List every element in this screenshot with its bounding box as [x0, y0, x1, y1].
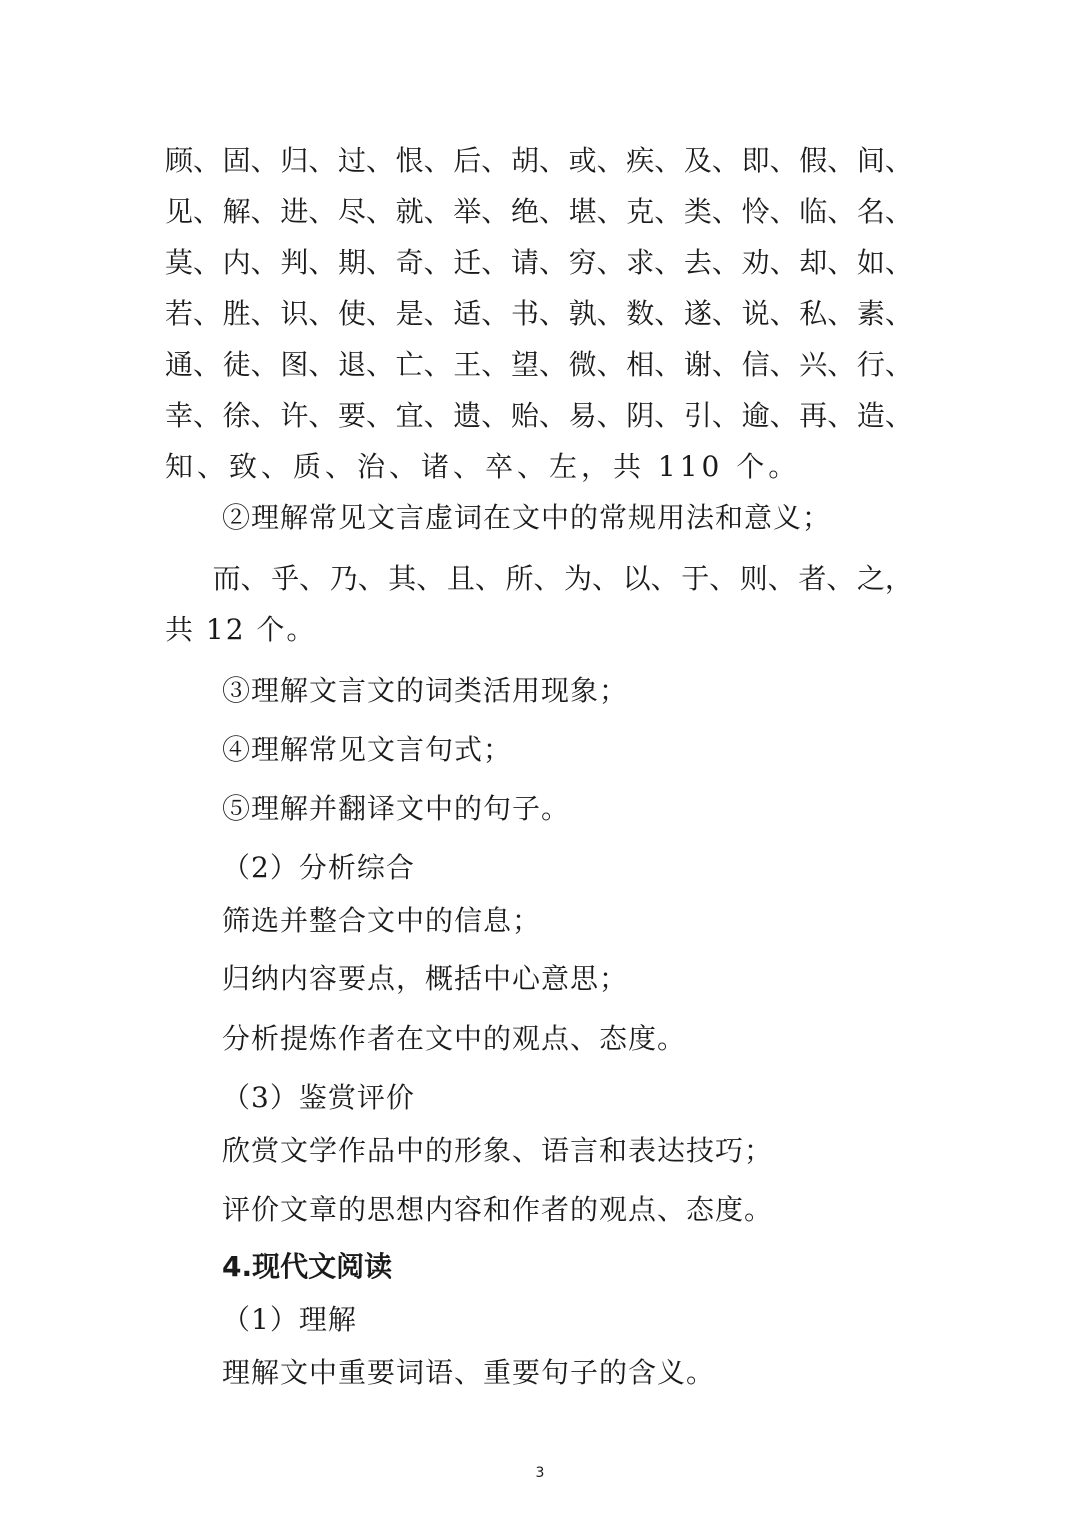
word: 乃、 [329, 562, 386, 595]
word: 却、 [799, 246, 856, 279]
word: 则、 [739, 562, 796, 595]
section-3-line-1: 欣赏文学作品中的形象、语言和表达技巧； [222, 1134, 774, 1167]
word: 请、 [510, 246, 567, 279]
word: 幸、 [165, 399, 222, 432]
notional-words-row-5 [165, 347, 913, 383]
word: 名、 [856, 195, 913, 228]
word: 堪、 [568, 195, 625, 228]
word: 劝、 [741, 246, 798, 279]
word: 为、 [564, 562, 621, 595]
word: 后、 [453, 144, 510, 177]
word: 类、 [683, 195, 740, 228]
word: 临、 [799, 195, 856, 228]
word: 书、 [510, 297, 567, 330]
word: 绝、 [510, 195, 567, 228]
page-number: 3 [535, 1465, 545, 1481]
word: 进、 [280, 195, 337, 228]
word: 退、 [337, 348, 394, 381]
word: 兴、 [799, 348, 856, 381]
word: 尽、 [337, 195, 394, 228]
word: 相、 [626, 348, 683, 381]
word: 固、 [222, 144, 279, 177]
function-words-count: 共 12 个。 [165, 613, 317, 646]
word: 以、 [622, 562, 679, 595]
word: 者、 [798, 562, 855, 595]
word: 即、 [741, 144, 798, 177]
word: 顾、 [165, 144, 222, 177]
word: 莫、 [165, 246, 222, 279]
word: 解、 [222, 195, 279, 228]
item-5: ⑤理解并翻译文中的句子。 [222, 792, 571, 825]
word: 于、 [681, 562, 738, 595]
word: 胡、 [510, 144, 567, 177]
word: 遗、 [453, 399, 510, 432]
word: 再、 [799, 399, 856, 432]
section-2-line-1: 筛选并整合文中的信息； [222, 904, 542, 937]
section-4-1-title: （1）理解 [222, 1303, 357, 1336]
word: 是、 [395, 297, 452, 330]
function-words-row [165, 561, 913, 597]
notional-words-row-4 [165, 296, 913, 332]
word: 如、 [856, 246, 913, 279]
word: 所、 [505, 562, 562, 595]
word: 恨、 [395, 144, 452, 177]
section-heading: 4.现代文阅读 [222, 1250, 393, 1283]
word: 求、 [626, 246, 683, 279]
section-2-line-2: 归纳内容要点，概括中心意思； [222, 962, 629, 995]
word: 克、 [626, 195, 683, 228]
word: 怜、 [741, 195, 798, 228]
word: 宜、 [395, 399, 452, 432]
word: 迁、 [453, 246, 510, 279]
word: 期、 [337, 246, 394, 279]
word: 且、 [446, 562, 503, 595]
section-3-title: （3）鉴赏评价 [222, 1081, 415, 1114]
word: 去、 [683, 246, 740, 279]
word: 引、 [683, 399, 740, 432]
word: 说、 [741, 297, 798, 330]
word: 逾、 [741, 399, 798, 432]
word: 判、 [280, 246, 337, 279]
word: 徐、 [222, 399, 279, 432]
word: 适、 [453, 297, 510, 330]
word: 内、 [222, 246, 279, 279]
word: 孰、 [568, 297, 625, 330]
word: 徒、 [222, 348, 279, 381]
word: 若、 [165, 297, 222, 330]
item-2: ②理解常见文言虚词在文中的常规用法和意义； [222, 501, 832, 534]
word: 就、 [395, 195, 452, 228]
word: 要、 [337, 399, 394, 432]
section-3-line-2: 评价文章的思想内容和作者的观点、态度。 [222, 1193, 774, 1226]
word: 遂、 [683, 297, 740, 330]
word: 之， [856, 562, 913, 595]
word: 归、 [280, 144, 337, 177]
word: 乎、 [271, 562, 328, 595]
item-3: ③理解文言文的词类活用现象； [222, 674, 629, 707]
section-4-1-line: 理解文中重要词语、重要句子的含义。 [222, 1356, 716, 1389]
word: 许、 [280, 399, 337, 432]
word: 图、 [280, 348, 337, 381]
section-2-title: （2）分析综合 [222, 851, 415, 884]
word: 亡、 [395, 348, 452, 381]
word: 王、 [453, 348, 510, 381]
word: 举、 [453, 195, 510, 228]
word: 贻、 [510, 399, 567, 432]
section-2-line-3: 分析提炼作者在文中的观点、态度。 [222, 1022, 687, 1055]
word: 胜、 [222, 297, 279, 330]
notional-words-row-2 [165, 194, 913, 230]
item-4: ④理解常见文言句式； [222, 733, 513, 766]
word: 或、 [568, 144, 625, 177]
word: 望、 [510, 348, 567, 381]
word: 造、 [856, 399, 913, 432]
word: 而、 [212, 562, 269, 595]
word: 通、 [165, 348, 222, 381]
word: 行、 [856, 348, 913, 381]
word: 易、 [568, 399, 625, 432]
word: 疾、 [626, 144, 683, 177]
word: 穷、 [568, 246, 625, 279]
word: 识、 [280, 297, 337, 330]
word: 其、 [388, 562, 445, 595]
word: 及、 [683, 144, 740, 177]
word: 阴、 [626, 399, 683, 432]
notional-words-row-3 [165, 245, 913, 281]
word: 素、 [856, 297, 913, 330]
word: 过、 [337, 144, 394, 177]
notional-words-row-6 [165, 398, 913, 434]
word: 使、 [337, 297, 394, 330]
word: 谢、 [683, 348, 740, 381]
word: 数、 [626, 297, 683, 330]
word: 假、 [799, 144, 856, 177]
word: 见、 [165, 195, 222, 228]
word: 私、 [799, 297, 856, 330]
notional-words-row-1 [165, 143, 913, 179]
word: 信、 [741, 348, 798, 381]
word: 奇、 [395, 246, 452, 279]
notional-words-last-row: 知、致、质、治、诸、卒、左，共 110 个。 [165, 450, 801, 483]
word: 间、 [856, 144, 913, 177]
word: 微、 [568, 348, 625, 381]
